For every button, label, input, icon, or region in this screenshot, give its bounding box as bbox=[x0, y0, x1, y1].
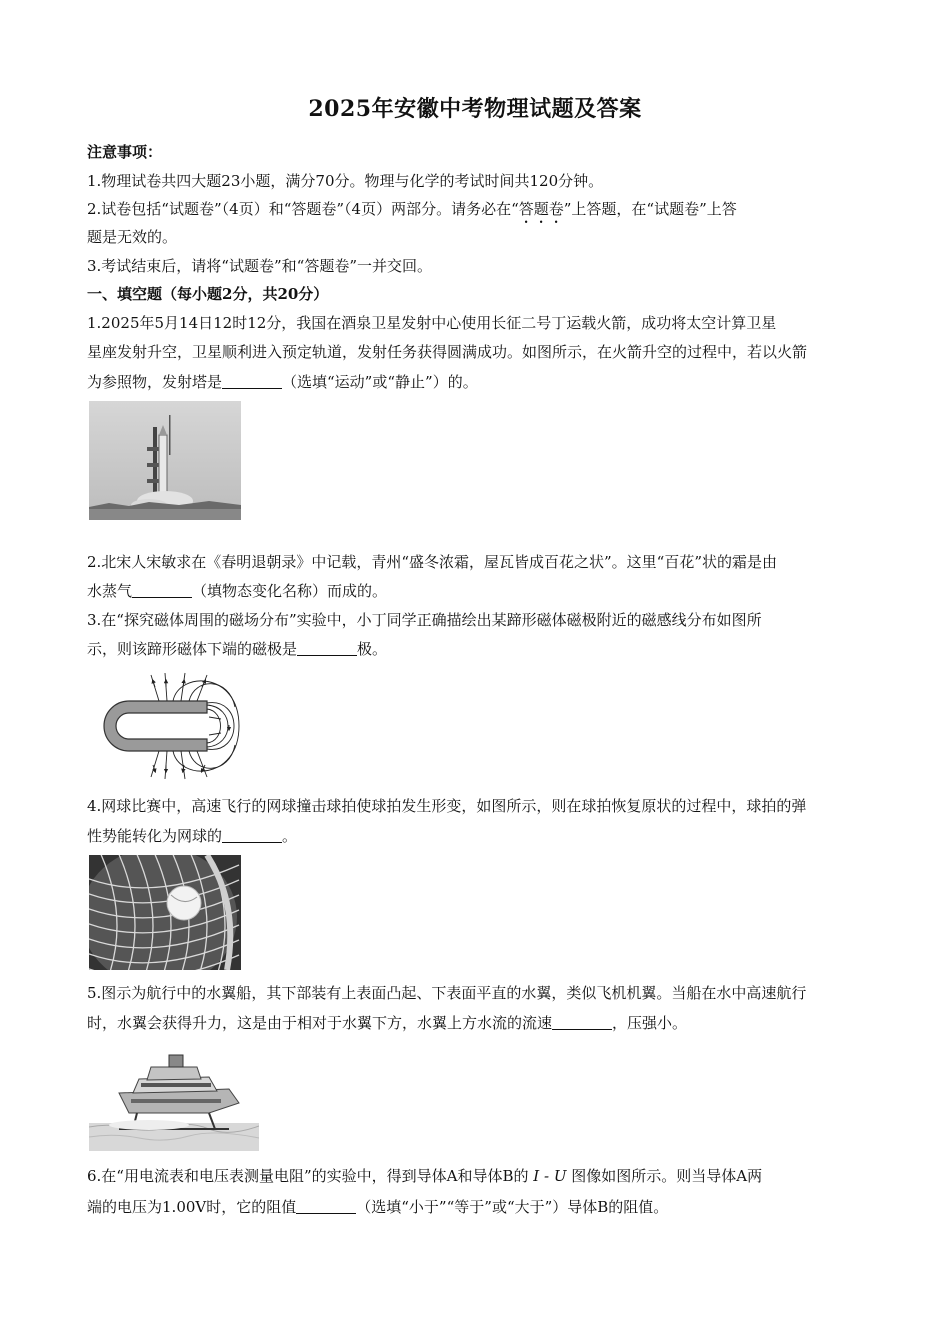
emphasis-text: 答题卷 bbox=[518, 200, 564, 218]
page-title: 2025年安徽中考物理试题及答案 bbox=[308, 96, 642, 122]
tennis-racket-figure bbox=[89, 855, 241, 970]
question-2-line-2: 水蒸气 （填物态变化名称）而成的。 bbox=[87, 582, 388, 600]
question-5-line-2: 时，水翼会获得升力，这是由于相对于水翼下方，水翼上方水流的流速 ，压强小。 bbox=[87, 1014, 688, 1032]
notice-item-3: 3.考试结束后，请将“试题卷”和“答题卷”一并交回。 bbox=[87, 257, 432, 275]
answer-blank bbox=[552, 1015, 612, 1030]
horseshoe-magnet-figure bbox=[89, 667, 241, 785]
answer-blank bbox=[132, 583, 192, 598]
question-4-line-1: 4.网球比赛中，高速飞行的网球撞击球拍使球拍发生形变，如图所示，则在球拍恢复原状的过程中，球拍的弹 bbox=[87, 797, 807, 815]
question-2-line-1: 2.北宋人宋敏求在《春明退朝录》中记载，青州“盛冬浓霜，屋瓦皆成百花之状”。这里“百花”状的霜是由 bbox=[87, 553, 777, 571]
hydrofoil-boat-figure bbox=[89, 1043, 259, 1151]
answer-blank bbox=[222, 828, 282, 843]
notice-item-2: 2.试卷包括“试题卷”（4页）和“答题卷”（4页）两部分。请务必在“答题卷”上答题，在“试题卷”上答 bbox=[87, 200, 737, 218]
question-1-line-2: 星座发射升空，卫星顺利进入预定轨道，发射任务获得圆满成功。如图所示，在火箭升空的过程中，若以火箭 bbox=[87, 343, 808, 361]
math-value: 1.00V bbox=[162, 1198, 207, 1216]
question-6-line-2: 端的电压为1.00V时，它的阻值 （选填“小于”“等于”或“大于”）导体B的阻值。 bbox=[87, 1198, 669, 1216]
question-1-line-3: 为参照物，发射塔是 （选填“运动”或“静止”）的。 bbox=[87, 373, 478, 391]
rocket-launch-figure bbox=[89, 401, 241, 520]
question-3-line-1: 3.在“探究磁体周围的磁场分布”实验中，小丁同学正确描绘出某蹄形磁体磁极附近的磁感线分布如图所 bbox=[87, 611, 762, 629]
answer-blank bbox=[297, 641, 357, 656]
answer-blank bbox=[222, 374, 282, 389]
tennis-racket-image bbox=[89, 855, 241, 970]
magnetic-field-lines-diagram bbox=[89, 667, 241, 785]
notice-item-2-cont: 题是无效的。 bbox=[87, 228, 178, 246]
question-3-line-2: 示，则该蹄形磁体下端的磁极是 极。 bbox=[87, 640, 388, 658]
question-1-line-1: 1.2025年5月14日12时12分，我国在酒泉卫星发射中心使用长征二号丁运载火箭，成功将太空计算卫星 bbox=[87, 314, 777, 332]
section-heading: 一、填空题（每小题2分，共20分） bbox=[87, 285, 329, 303]
hydrofoil-boat-image bbox=[89, 1043, 259, 1151]
math-expression: I - U bbox=[533, 1167, 567, 1185]
question-5-line-1: 5.图示为航行中的水翼船，其下部装有上表面凸起、下表面平直的水翼，类似飞机机翼。当船在水中高速航行 bbox=[87, 984, 807, 1002]
question-4-line-2: 性势能转化为网球的 。 bbox=[87, 827, 298, 845]
question-6-line-1: 6.在“用电流表和电压表测量电阻”的实验中，得到导体A和导体B的 I - U 图像如图所示。则当导体A两 bbox=[87, 1167, 763, 1185]
notice-heading: 注意事项： bbox=[87, 143, 163, 161]
rocket-launch-image bbox=[89, 401, 241, 520]
answer-blank bbox=[296, 1199, 356, 1214]
notice-item-1: 1.物理试卷共四大题23小题，满分70分。物理与化学的考试时间共120分钟。 bbox=[87, 172, 604, 190]
